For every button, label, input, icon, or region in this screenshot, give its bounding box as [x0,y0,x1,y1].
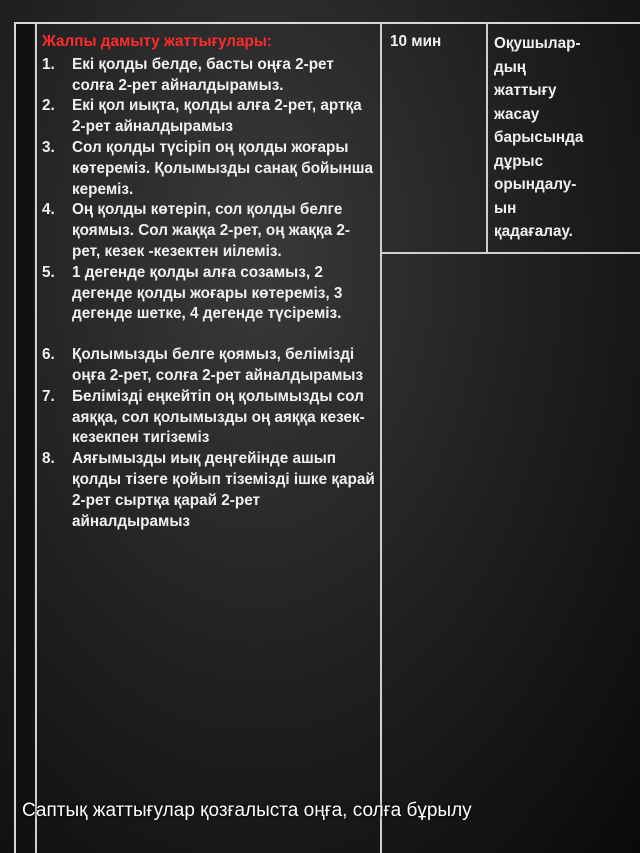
list-item: 7. Белімізді еңкейтіп оң қолымызды сол аяққа, сол қолымызды оң аяққа кезек-кезекпен тигіземіз [42,387,365,447]
list-item: 2. Екі қол иықта, қолды алға 2-рет, артқа 2-рет айналдырамыз [42,97,362,136]
note-line: дың [494,58,527,76]
note-line: орындалу- [494,176,577,193]
duration-cell: 10 мин [390,33,442,50]
note-line: жаттығу [494,82,557,99]
exercise-heading: Жалпы дамыту жаттығулары: [42,33,273,50]
note-line: барысында [494,129,584,146]
note-line: қадағалау. [494,223,573,240]
list-item: 1. Екі қолды белде, басты оңға 2-рет солға 2-рет айналдырамыз. [42,55,334,94]
table-divider [380,22,382,853]
table-divider [380,252,640,254]
table-divider [486,22,488,254]
list-item: 5. 1 дегенде қолды алға созамыз, 2 дегенде қолды жоғары көтереміз, 3 дегенде шетке, 4 дегенде түсіреміз. [42,263,343,323]
list-item: 8. Аяғымызды иық деңгейінде ашып қолды тізеге қойып тіземізді ішке қарай 2-рет сыртқа қарай 2-рет айналдырамыз [42,450,375,530]
note-cell [494,32,620,244]
exercise-cell [42,32,377,532]
table-divider [35,22,37,853]
slide-caption: Саптық жаттығулар қозғалыста оңға, солға бұрылу [22,800,472,821]
list-item: 4. Оң қолды көтеріп, сол қолды белге қоямыз. Сол жаққа 2-рет, оң жаққа 2-рет, кезек -кезектен иілеміз. [42,201,350,260]
list-item: 3. Сол қолды түсіріп оң қолды жоғары көтереміз. Қолымызды санақ бойынша кереміз. [42,138,374,198]
note-line: дұрыс [494,152,544,170]
note-line: ын [494,199,517,217]
list-item: 6. Қолымызды белге қоямыз, белімізді оңға 2-рет, солға 2-рет айналдырамыз [42,346,364,384]
note-line: жасау [494,105,540,123]
note-line: Оқушылар- [494,35,581,52]
exercise-list [42,55,377,533]
